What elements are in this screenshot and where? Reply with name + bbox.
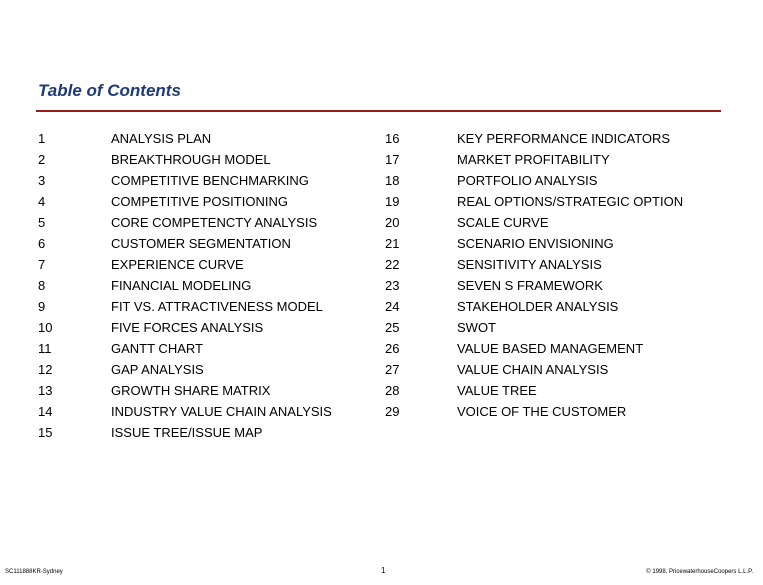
entry-number: 11 — [38, 341, 52, 356]
entry-number: 12 — [38, 362, 53, 377]
entry-title: VALUE CHAIN ANALYSIS — [457, 362, 609, 377]
entry-title: GAP ANALYSIS — [111, 362, 204, 377]
entry-title: EXPERIENCE CURVE — [111, 257, 244, 272]
entry-title: SEVEN S FRAMEWORK — [457, 278, 603, 293]
entry-title: CUSTOMER SEGMENTATION — [111, 236, 291, 251]
entry-title: PORTFOLIO ANALYSIS — [457, 173, 598, 188]
footer-code: SC111888KR-Sydney — [5, 569, 63, 575]
entry-title: STAKEHOLDER ANALYSIS — [457, 299, 619, 314]
entry-number: 6 — [38, 236, 46, 251]
page-number: 1 — [381, 566, 386, 575]
entry-number: 20 — [385, 215, 400, 230]
entry-title: FIT VS. ATTRACTIVENESS MODEL — [111, 299, 323, 314]
entry-number: 2 — [38, 152, 46, 167]
entry-number: 10 — [38, 320, 53, 335]
entry-title: BREAKTHROUGH MODEL — [111, 152, 271, 167]
entry-number: 22 — [385, 257, 400, 272]
entry-title: FINANCIAL MODELING — [111, 278, 252, 293]
entry-title: GROWTH SHARE MATRIX — [111, 383, 271, 398]
entry-number: 17 — [385, 152, 400, 167]
entry-title: COMPETITIVE BENCHMARKING — [111, 173, 309, 188]
entry-number: 15 — [38, 425, 53, 440]
entry-number: 27 — [385, 362, 400, 377]
footer-copyright: © 1998, PricewaterhouseCoopers L.L.P. — [646, 569, 753, 575]
entry-number: 21 — [385, 236, 400, 251]
entry-title: VALUE TREE — [457, 383, 537, 398]
entry-title: SENSITIVITY ANALYSIS — [457, 257, 602, 272]
entry-number: 16 — [385, 131, 400, 146]
entry-title: REAL OPTIONS/STRATEGIC OPTION — [457, 194, 684, 209]
entry-number: 29 — [385, 404, 400, 419]
entry-number: 24 — [385, 299, 400, 314]
entry-number: 13 — [38, 383, 53, 398]
entry-number: 5 — [38, 215, 46, 230]
entry-number: 14 — [38, 404, 53, 419]
entry-number: 26 — [385, 341, 400, 356]
entry-title: GANTT CHART — [111, 341, 203, 356]
title-divider — [36, 110, 721, 112]
entry-title: KEY PERFORMANCE INDICATORS — [457, 131, 671, 146]
entry-number: 9 — [38, 299, 46, 314]
entry-number: 4 — [38, 194, 46, 209]
entry-number: 7 — [38, 257, 46, 272]
entry-title: VALUE BASED MANAGEMENT — [457, 341, 644, 356]
entry-title: ANALYSIS PLAN — [111, 131, 212, 146]
page-title: Table of Contents — [38, 81, 181, 100]
entry-title: CORE COMPETENCTY ANALYSIS — [111, 215, 318, 230]
entry-title: COMPETITIVE POSITIONING — [111, 194, 288, 209]
entry-title: SCALE CURVE — [457, 215, 549, 230]
entry-title: MARKET PROFITABILITY — [457, 152, 610, 167]
entry-title: SWOT — [457, 320, 496, 335]
entry-title: INDUSTRY VALUE CHAIN ANALYSIS — [111, 404, 332, 419]
entry-title: FIVE FORCES ANALYSIS — [111, 320, 264, 335]
entry-number: 1 — [38, 131, 46, 146]
entry-number: 28 — [385, 383, 400, 398]
entry-number: 25 — [385, 320, 400, 335]
entry-number: 3 — [38, 173, 46, 188]
entry-number: 23 — [385, 278, 400, 293]
entry-title: VOICE OF THE CUSTOMER — [457, 404, 627, 419]
entry-number: 19 — [385, 194, 400, 209]
entry-number: 18 — [385, 173, 400, 188]
entry-title: SCENARIO ENVISIONING — [457, 236, 614, 251]
entry-title: ISSUE TREE/ISSUE MAP — [111, 425, 263, 440]
entry-number: 8 — [38, 278, 46, 293]
